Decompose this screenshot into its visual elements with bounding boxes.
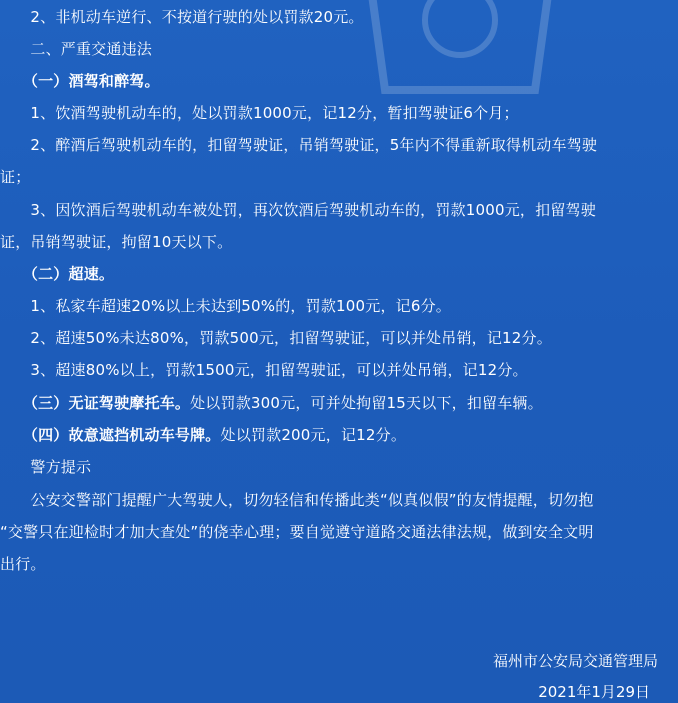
text-line-16: 公安交警部门提醒广大驾驶人，切勿轻信和传播此类“似真似假”的友情提醒，切勿抱 <box>0 491 594 509</box>
section-heading-4: （四）故意遮挡机动车号牌。 <box>0 426 221 444</box>
text-line-2: 二、严重交通违法 <box>0 40 153 58</box>
text-line-12: 3、超速80%以上，罚款1500元，扣留驾驶证，可以并处吊销，记12分。 <box>0 361 528 379</box>
section-4-text: 处以罚款200元，记12分。 <box>220 426 407 444</box>
text-line-18: 出行。 <box>0 555 46 573</box>
text-line-4: 1、饮酒驾驶机动车的，处以罚款1000元，记12分，暂扣驾驶证6个月； <box>0 104 519 122</box>
text-line-5: 2、醉酒后驾驶机动车的，扣留驾驶证，吊销驾驶证，5年内不得重新取得机动车驾驶 <box>0 136 598 154</box>
text-line-13 <box>0 393 543 413</box>
text-line-11: 2、超速50%未达80%，罚款500元，扣留驾驶证，可以并处吊销，记12分。 <box>0 329 552 347</box>
section-heading-3: （三）无证驾驶摩托车。 <box>0 394 191 412</box>
text-line-14 <box>0 425 406 445</box>
text-line-17: “交警只在迎检时才加大查处”的侥幸心理；要自觉遵守道路交通法律法规，做到安全文明 <box>0 523 594 541</box>
police-badge-watermark-icon <box>350 0 570 100</box>
text-line-15: 警方提示 <box>0 458 92 476</box>
text-line-7: 3、因饮酒后驾驶机动车被处罚，再次饮酒后驾驶机动车的，罚款1000元，扣留驾驶 <box>0 201 596 219</box>
section-heading-2: （二）超速。 <box>0 265 115 283</box>
text-line-1: 2、非机动车逆行、不按道行驶的处以罚款20元。 <box>0 8 364 26</box>
text-line-8: 证，吊销驾驶证，拘留10天以下。 <box>0 233 233 251</box>
section-heading-1: （一）酒驾和醉驾。 <box>0 72 160 90</box>
signature-org: 福州市公安局交通管理局 <box>492 652 658 670</box>
section-3-text: 处以罚款300元，可并处拘留15天以下，扣留车辆。 <box>190 394 543 412</box>
text-line-10: 1、私家车超速20%以上未达到50%的，罚款100元，记6分。 <box>0 297 451 315</box>
signature-date: 2021年1月29日 <box>538 683 650 701</box>
text-line-6: 证； <box>0 168 31 186</box>
